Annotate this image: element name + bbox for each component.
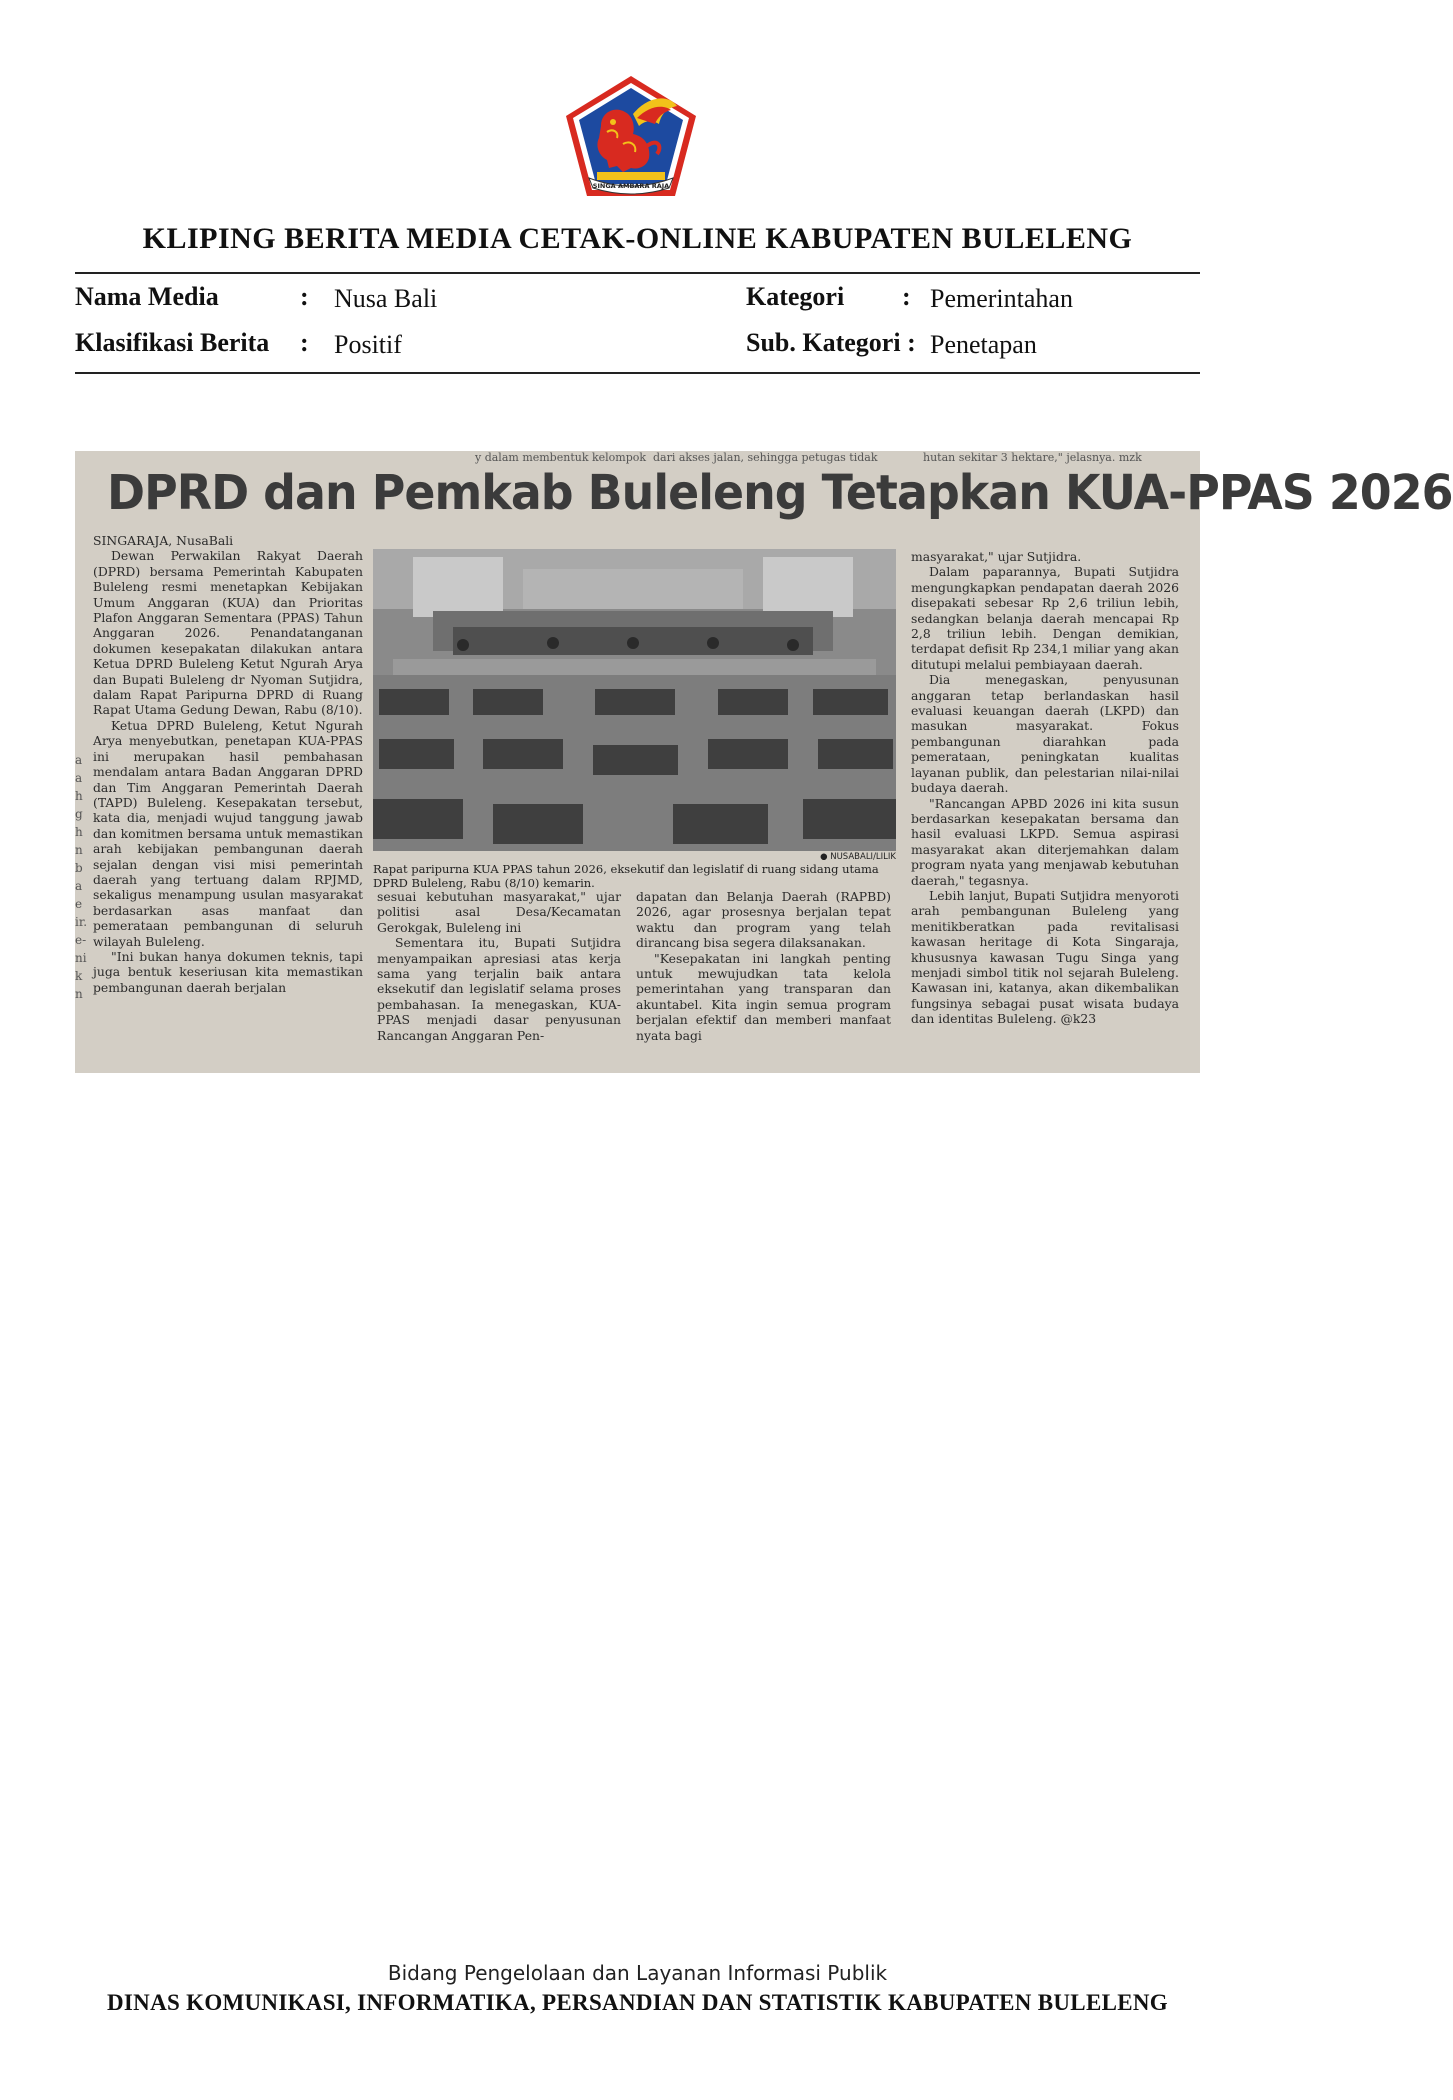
top-fragment: dari akses jalan, sehingga petugas tidak [653, 451, 878, 464]
edge-fragment: e- [75, 933, 87, 947]
article-paragraph: "Rancangan APBD 2026 ini kita susun berdasarkan kesepakatan bersama dan hasil evaluasi LKPD. Semua aspirasi masyarakat akan diterjemahkan dalam program nyata yang menjawab kebutuhan daerah," tegasnya. [911, 795, 1179, 888]
edge-fragment: h [75, 789, 83, 803]
page-title: KLIPING BERITA MEDIA CETAK-ONLINE KABUPATEN BULELENG [142, 222, 1133, 255]
edge-fragment: g [75, 807, 83, 821]
article-paragraph: Lebih lanjut, Bupati Sutjidra menyoroti arah pembangunan Buleleng yang menitikberatkan pada revitalisasi kawasan heritage di Kota Singaraja, khususnya kawasan Tugu Singa yang menjadi simbol titik nol sejarah Buleleng. Kawasan ini, katanya, akan dikembalikan fungsinya sebagai pusat wisata budaya dan identitas Buleleng. @k23 [911, 887, 1179, 1027]
article-column-1 [93, 533, 363, 1073]
plenary-meeting-photo [373, 549, 896, 851]
logo-ribbon-text: SINGA AMBARA RAJA [592, 182, 670, 190]
edge-fragment: a [75, 753, 83, 767]
klasifikasi-value: Positif [334, 330, 402, 359]
header-top-divider [75, 272, 1200, 274]
nama-media-value: Nusa Bali [334, 284, 438, 313]
klasifikasi-label: Klasifikasi Berita [75, 328, 270, 357]
top-fragment: y dalam membentuk kelompok [475, 451, 647, 464]
nama-media-colon: : [300, 282, 309, 311]
kategori-colon: : [902, 282, 911, 311]
article-column-4 [911, 549, 1179, 1073]
edge-fragment: h [75, 825, 83, 839]
article-paragraph: Dalam paparannya, Bupati Sutjidra mengungkapkan pendapatan daerah 2026 disepakati sebesar Rp 2,6 triliun lebih, sedangkan belanja daerah mencapai Rp 2,8 triliun lebih. Dengan demikian, terdapat defisit Rp 234,1 miliar yang akan ditutupi melalui pembiayaan daerah. [911, 564, 1179, 672]
article-paragraph: masyarakat," ujar Sutjidra. [911, 549, 1082, 564]
article-paragraph: Sementara itu, Bupati Sutjidra menyampaikan apresiasi atas kerja sama yang terjalin baik antara eksekutif dan legislatif selama proses pembahasan. Ia menegaskan, KUA-PPAS menjadi dasar penyusunan Rancangan Anggaran Pen- [377, 935, 621, 1043]
article-paragraph: "Kesepakatan ini langkah penting untuk mewujudkan tata kelola pemerintahan yang transparan dan akuntabel. Kita ingin semua program berjalan efektif dan memberi manfaat nyata bagi [636, 950, 891, 1043]
photo-credit: ● NUSABALI/LILIK [820, 852, 896, 862]
article-column-3 [636, 889, 891, 1073]
article-paragraph: Dia menegaskan, penyusunan anggaran tetap berlandaskan hasil evaluasi keuangan daerah (LKPD) dan masukan masyarakat. Fokus pembangunan diarahkan pada pemerataan, peningkatan kualitas layanan publik, dan pelestarian nilai-nilai budaya daerah. [911, 672, 1179, 796]
edge-fragment: n [75, 987, 83, 1001]
edge-fragment: k [75, 969, 83, 983]
article-dateline: SINGARAJA, NusaBali [93, 533, 234, 548]
footer-agency: DINAS KOMUNIKASI, INFORMATIKA, PERSANDIAN DAN STATISTIK KABUPATEN BULELENG [107, 1990, 1168, 2015]
edge-fragment: ni [75, 951, 87, 965]
buleleng-coat-of-arms-logo [563, 74, 699, 200]
header-bottom-divider [75, 372, 1200, 374]
left-edge-fragments [75, 751, 88, 1003]
article-paragraph: Ketua DPRD Buleleng, Ketut Ngurah Arya menyebutkan, penetapan KUA-PPAS ini merupakan hasil pembahasan mendalam antara Badan Anggaran DPRD dan Tim Anggaran Pemerintah Daerah (TAPD) Buleleng. Kesepakatan tersebut, kata dia, menjadi wujud tanggung jawab dan komitmen bersama untuk memastikan arah kebijakan pembangunan daerah sejalan dengan visi misi pemerintah daerah yang tertuang dalam RPJMD, sekaligus menampung usulan masyarakat berdasarkan asas manfaat dan pemerataan pembangunan di seluruh wilayah Buleleng. [93, 717, 363, 949]
edge-fragment: b [75, 861, 83, 875]
edge-fragment: e [75, 897, 83, 911]
article-paragraph: dapatan dan Belanja Daerah (RAPBD) 2026, agar prosesnya berjalan tepat waktu dan program yang telah dirancang bisa segera dilaksanakan. [636, 889, 891, 951]
article-headline: DPRD dan Pemkab Buleleng Tetapkan KUA-PPAS 2026 [107, 465, 1453, 521]
top-fragment: hutan sekitar 3 hektare," jelasnya. mzk [923, 451, 1142, 464]
newspaper-clipping [75, 451, 1453, 1073]
photo-caption-block [373, 853, 896, 890]
photo-caption: Rapat paripurna KUA PPAS tahun 2026, eksekutif dan legislatif di ruang sidang utama DPRD Buleleng, Rabu (8/10) kemarin. [373, 862, 879, 890]
kategori-value: Pemerintahan [930, 284, 1073, 313]
edge-fragment: a [75, 771, 83, 785]
edge-fragment: ir. [75, 915, 88, 929]
article-column-2 [377, 889, 621, 1073]
nama-media-label: Nama Media [75, 282, 219, 311]
footer-department: Bidang Pengelolaan dan Layanan Informasi Publik [387, 1961, 888, 1985]
sub-kategori-value: Penetapan [930, 330, 1037, 359]
klasifikasi-colon: : [300, 328, 309, 357]
article-paragraph: "Ini bukan hanya dokumen teknis, tapi juga bentuk keseriusan kita memastikan pembangunan daerah berjalan [93, 948, 363, 995]
edge-fragment: n [75, 843, 83, 857]
edge-fragment: a [75, 879, 83, 893]
sub-kategori-label: Sub. Kategori : [746, 328, 916, 357]
kategori-label: Kategori [746, 282, 845, 311]
article-paragraph: sesuai kebutuhan masyarakat," ujar politisi asal Desa/Kecamatan Gerokgak, Buleleng ini [377, 889, 621, 935]
article-paragraph: Dewan Perwakilan Rakyat Daerah (DPRD) bersama Pemerintah Kabupaten Buleleng resmi menetapkan Kebijakan Umum Anggaran (KUA) dan Prioritas Plafon Anggaran Sementara (PPAS) Tahun Anggaran 2026. Penandatanganan dokumen kesepakatan dilakukan antara Ketua DPRD Buleleng Ketut Ngurah Arya dan Bupati Buleleng dr Nyoman Sutjidra, dalam Rapat Paripurna DPRD di Ruang Rapat Utama Gedung Dewan, Rabu (8/10). [93, 548, 363, 718]
